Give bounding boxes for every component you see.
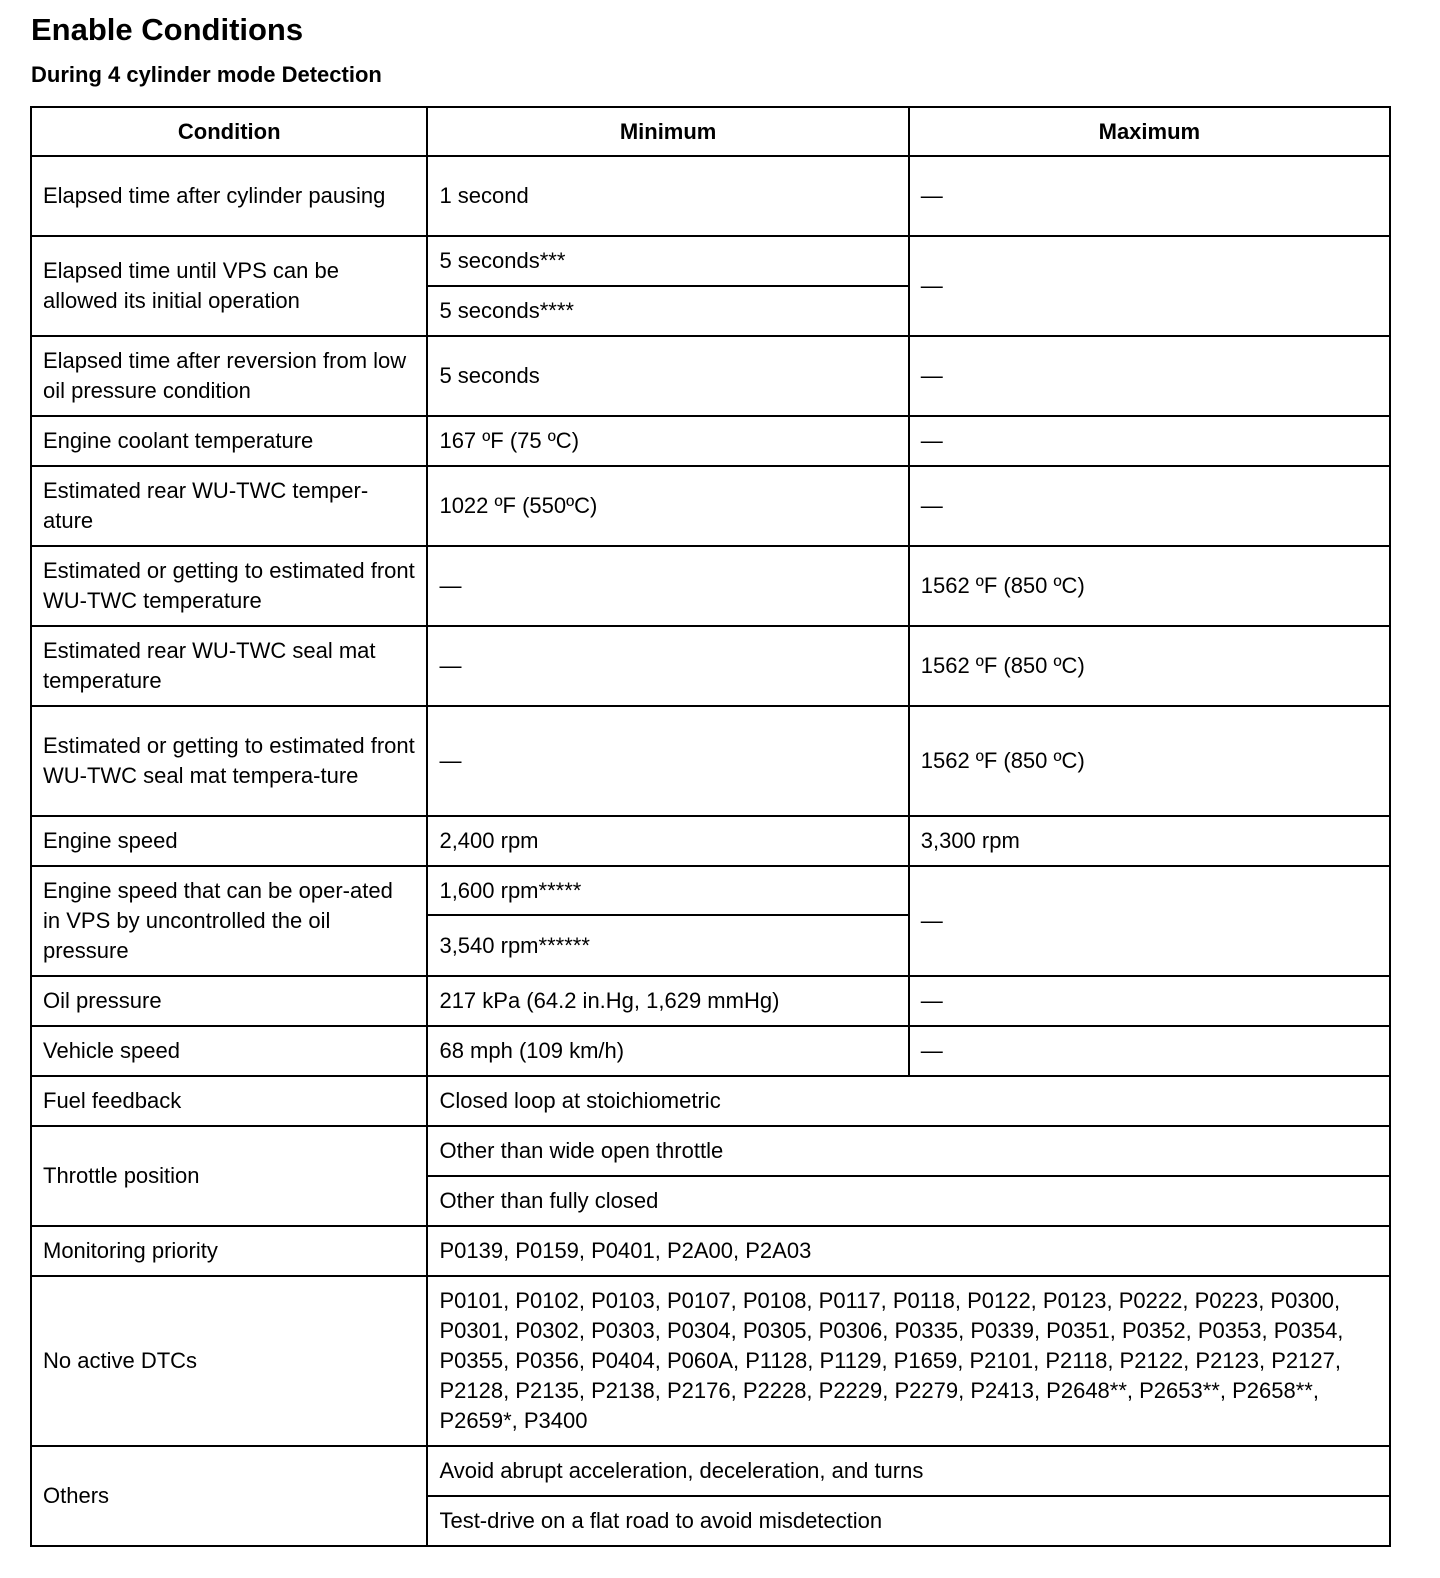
value-cell: P0139, P0159, P0401, P2A00, P2A03 xyxy=(427,1226,1390,1276)
maximum-cell: — xyxy=(909,1026,1390,1076)
table-row xyxy=(31,1026,1390,1076)
condition-cell: Estimated or getting to estimated front WU-TWC temperature xyxy=(31,546,427,626)
header-condition: Condition xyxy=(31,107,427,156)
table-row xyxy=(31,976,1390,1026)
minimum-cell: — xyxy=(427,706,908,816)
minimum-cell: 1022 ºF (550ºC) xyxy=(427,466,908,546)
condition-cell: Elapsed time until VPS can be allowed its initial operation xyxy=(31,236,427,336)
maximum-cell: 1562 ºF (850 ºC) xyxy=(909,626,1390,706)
enable-conditions-table xyxy=(30,106,1391,1547)
page-title: Enable Conditions xyxy=(31,12,304,47)
header-minimum: Minimum xyxy=(427,107,908,156)
minimum-cell: 5 seconds**** xyxy=(427,286,908,336)
condition-cell: Others xyxy=(31,1446,427,1546)
condition-cell: Engine speed xyxy=(31,816,427,866)
table-row xyxy=(31,816,1390,866)
minimum-cell: 5 seconds*** xyxy=(427,236,908,286)
maximum-cell: — xyxy=(909,866,1390,976)
table-row xyxy=(31,1076,1390,1126)
condition-cell: Estimated rear WU-TWC temper-ature xyxy=(31,466,427,546)
table-row xyxy=(31,1446,1390,1496)
value-cell: Other than fully closed xyxy=(427,1176,1390,1226)
minimum-cell: 5 seconds xyxy=(427,336,908,416)
minimum-cell: 1 second xyxy=(427,156,908,236)
table-row xyxy=(31,546,1390,626)
maximum-cell: — xyxy=(909,236,1390,336)
value-cell: P0101, P0102, P0103, P0107, P0108, P0117, P0118, P0122, P0123, P0222, P0223, P0300, P0301, P0302, P0303, P0304, P0305, P0306, P0335, P0339, P0351, P0352, P0353, P0354, P0355, P0356, P0404, P060A, P1128, P1129, P1659, P2101, P2118, P2122, P2123, P2127, P2128, P2135, P2138, P2176, P2228, P2229, P2279, P2413, P2648**, P2653**, P2658**, P2659*, P3400 xyxy=(427,1276,1390,1446)
maximum-cell: — xyxy=(909,156,1390,236)
condition-cell: Engine coolant temperature xyxy=(31,416,427,466)
condition-cell: Elapsed time after cylinder pausing xyxy=(31,156,427,236)
condition-cell: Monitoring priority xyxy=(31,1226,427,1276)
condition-cell: No active DTCs xyxy=(31,1276,427,1446)
header-maximum: Maximum xyxy=(909,107,1390,156)
condition-cell: Elapsed time after reversion from low oil pressure condition xyxy=(31,336,427,416)
maximum-cell: 1562 ºF (850 ºC) xyxy=(909,546,1390,626)
table-row xyxy=(31,1276,1390,1446)
maximum-cell: — xyxy=(909,466,1390,546)
minimum-cell: — xyxy=(427,626,908,706)
condition-cell: Engine speed that can be oper-ated in VPS by uncontrolled the oil pressure xyxy=(31,866,427,976)
table-row xyxy=(31,466,1390,546)
value-cell: Avoid abrupt acceleration, deceleration, and turns xyxy=(427,1446,1390,1496)
condition-cell: Fuel feedback xyxy=(31,1076,427,1126)
table-row xyxy=(31,626,1390,706)
condition-cell: Oil pressure xyxy=(31,976,427,1026)
table-row xyxy=(31,156,1390,236)
condition-cell: Estimated or getting to estimated front WU-TWC seal mat tempera-ture xyxy=(31,706,427,816)
minimum-cell: 68 mph (109 km/h) xyxy=(427,1026,908,1076)
table-row xyxy=(31,416,1390,466)
condition-cell: Throttle position xyxy=(31,1126,427,1226)
minimum-cell: — xyxy=(427,546,908,626)
value-cell: Test-drive on a flat road to avoid misdetection xyxy=(427,1496,1390,1546)
table-row xyxy=(31,236,1390,286)
minimum-cell: 3,540 rpm****** xyxy=(427,915,908,976)
table-row xyxy=(31,1226,1390,1276)
value-cell: Other than wide open throttle xyxy=(427,1126,1390,1176)
maximum-cell: — xyxy=(909,336,1390,416)
minimum-cell: 167 ºF (75 ºC) xyxy=(427,416,908,466)
section-subtitle: During 4 cylinder mode Detection xyxy=(31,62,382,87)
table-row xyxy=(31,336,1390,416)
value-cell: Closed loop at stoichiometric xyxy=(427,1076,1390,1126)
minimum-cell: 217 kPa (64.2 in.Hg, 1,629 mmHg) xyxy=(427,976,908,1026)
table-row xyxy=(31,706,1390,816)
maximum-cell: 3,300 rpm xyxy=(909,816,1390,866)
maximum-cell: — xyxy=(909,976,1390,1026)
table-row xyxy=(31,866,1390,915)
table-header-row xyxy=(31,107,1390,156)
condition-cell: Estimated rear WU-TWC seal mat temperature xyxy=(31,626,427,706)
minimum-cell: 1,600 rpm***** xyxy=(427,866,908,915)
table-row xyxy=(31,1126,1390,1176)
condition-cell: Vehicle speed xyxy=(31,1026,427,1076)
maximum-cell: — xyxy=(909,416,1390,466)
maximum-cell: 1562 ºF (850 ºC) xyxy=(909,706,1390,816)
minimum-cell: 2,400 rpm xyxy=(427,816,908,866)
